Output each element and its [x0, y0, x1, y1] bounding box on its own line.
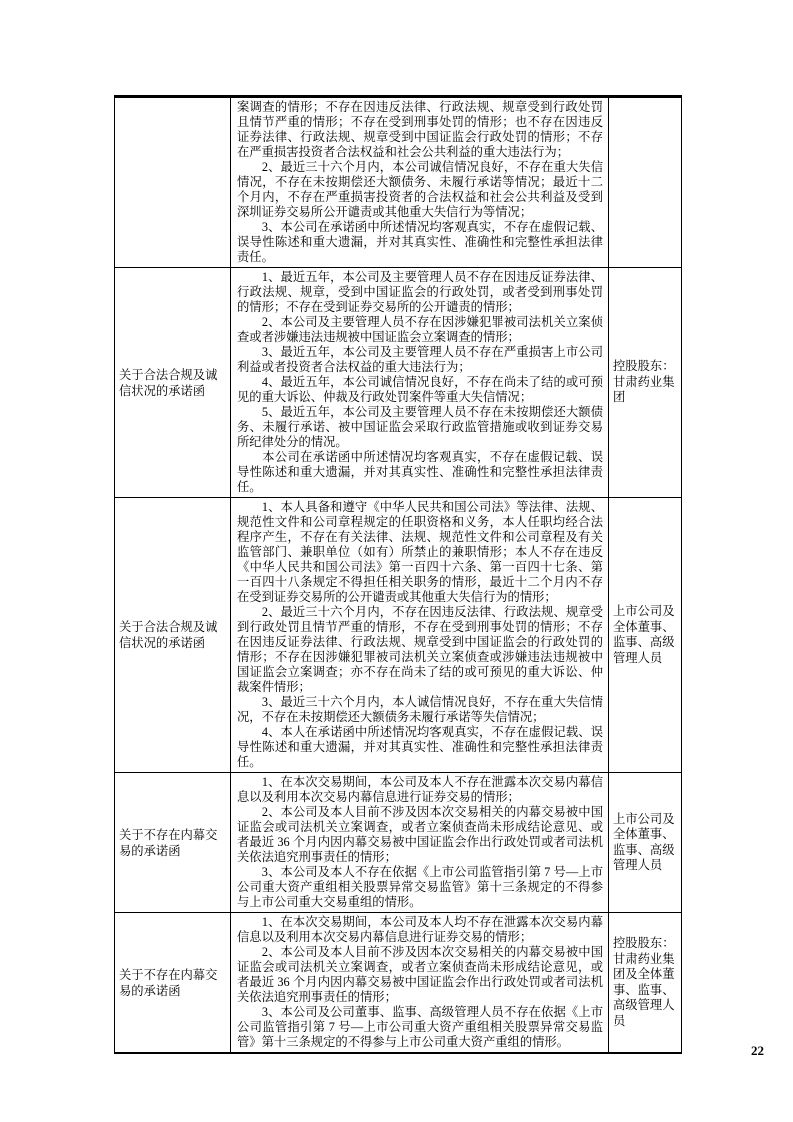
- obligor-cell: 上市公司及全体董事、监事、高级管理人员: [609, 773, 682, 913]
- commitment-text-cell: [231, 913, 609, 1054]
- obligor-cell: 控股股东：甘肃药业集团及全体董事、监事、高级管理人员: [609, 913, 682, 1054]
- commitment-text-cell: [231, 97, 609, 268]
- commitment-paragraph: 4、最近五年，本公司诚信情况良好，不存在尚未了结的或可预见的重大诉讼、仲裁及行政处罚案件等重大失信情况；: [237, 375, 603, 404]
- commitment-paragraph: 1、本人具备和遵守《中华人民共和国公司法》等法律、法规、规范性文件和公司章程规定的任职资格和义务，本人任职均经合法程序产生，不存在有关法律、法规、规范性文件和公司章程及有关监管部门、兼职单位（如有）所禁止的兼职情形；本人不存在违反《中华人民共和国公司法》第一百四十六条、第一百四十七条、第一百四十八条规定不得担任相关职务的情形，最近十二个月内不存在受到证券交易所的公开谴责或其他重大失信行为的情形；: [237, 500, 603, 604]
- commitment-paragraph: 2、最近三十六个月内，本公司诚信情况良好，不存在重大失信情况，不存在未按期偿还大额债务、未履行承诺等情况；最近十二个月内，不存在严重损害投资者的合法权益和社会公共利益及受到深圳证券交易所公开谴责或其他重大失信行为等情况；: [237, 160, 603, 219]
- table-row: [115, 97, 682, 268]
- commitment-paragraph: 1、在本次交易期间，本公司及本人不存在泄露本次交易内幕信息以及利用本次交易内幕信息进行证券交易的情形；: [237, 775, 603, 804]
- commitment-paragraph: 5、最近五年，本公司及主要管理人员不存在未按期偿还大额债务、未履行承诺、被中国证监会采取行政监管措施或收到证券交易所纪律处分的情况。: [237, 405, 603, 449]
- commitment-text-cell: [231, 268, 609, 498]
- commitment-paragraph: 2、本公司及主要管理人员不存在因涉嫌犯罪被司法机关立案侦查或者涉嫌违法违规被中国证监会立案调查的情形；: [237, 315, 603, 344]
- commitment-text-cell: [231, 773, 609, 913]
- commitment-type-cell: 关于不存在内幕交易的承诺函: [115, 913, 231, 1054]
- obligor-cell: 上市公司及全体董事、监事、高级管理人员: [609, 498, 682, 773]
- commitment-paragraph: 3、最近三十六个月内，本人诚信情况良好，不存在重大失信情况，不存在未按期偿还大额债务未履行承诺等失信情况；: [237, 695, 603, 724]
- commitment-type-cell: 关于不存在内幕交易的承诺函: [115, 773, 231, 913]
- table-row: [115, 498, 682, 773]
- commitment-paragraph: 4、本人在承诺函中所述情况均客观真实，不存在虚假记载、误导性陈述和重大遗漏，并对其真实性、准确性和完整性承担法律责任。: [237, 725, 603, 769]
- commitment-paragraph: 2、本公司及本人目前不涉及因本次交易相关的内幕交易被中国证监会或司法机关立案调查，或者立案侦查尚未形成结论意见，或者最近 36 个月内因内幕交易被中国证监会作出行政处罚或者司法机关依法追究刑事责任的情形；: [237, 945, 603, 1004]
- commitments-table: [114, 95, 682, 1054]
- page-number: 22: [751, 1043, 764, 1058]
- table-row: [115, 268, 682, 498]
- table-row: [115, 913, 682, 1054]
- commitment-type-cell: 关于合法合规及诚信状况的承诺函: [115, 268, 231, 498]
- table-row: [115, 773, 682, 913]
- obligor-cell: [609, 97, 682, 268]
- commitment-paragraph: 2、本公司及本人目前不涉及因本次交易相关的内幕交易被中国证监会或司法机关立案调查，或者立案侦查尚未形成结论意见、或者最近 36 个月内因内幕交易被中国证监会作出行政处罚或者司法机关依法追究刑事责任的情形；: [237, 805, 603, 864]
- commitment-text-cell: [231, 498, 609, 773]
- commitment-paragraph: 本公司在承诺函中所述情况均客观真实，不存在虚假记载、误导性陈述和重大遗漏，并对其真实性、准确性和完整性承担法律责任。: [237, 450, 603, 494]
- commitment-type-cell: [115, 97, 231, 268]
- obligor-cell: 控股股东：甘肃药业集团: [609, 268, 682, 498]
- commitment-paragraph: 1、最近五年，本公司及主要管理人员不存在因违反证券法律、行政法规、规章，受到中国证监会的行政处罚，或者受到刑事处罚的情形；不存在受到证券交易所的公开谴责的情形；: [237, 270, 603, 314]
- commitment-paragraph: 3、本公司及本人不存在依据《上市公司监管指引第 7 号—上市公司重大资产重组相关股票异常交易监管》第十三条规定的不得参与上市公司重大交易重组的情形。: [237, 865, 603, 909]
- commitment-paragraph: 1、在本次交易期间，本公司及本人均不存在泄露本次交易内幕信息以及利用本次交易内幕信息进行证券交易的情形；: [237, 915, 603, 944]
- commitment-type-cell: 关于合法合规及诚信状况的承诺函: [115, 498, 231, 773]
- commitment-paragraph: 3、最近五年，本公司及主要管理人员不存在严重损害上市公司利益或者投资者合法权益的重大违法行为；: [237, 345, 603, 374]
- commitment-paragraph: 3、本公司在承诺函中所述情况均客观真实，不存在虚假记载、误导性陈述和重大遗漏，并对其真实性、准确性和完整性承担法律责任。: [237, 220, 603, 264]
- commitment-paragraph: 3、本公司及公司董事、监事、高级管理人员不存在依据《上市公司监管指引第 7 号—上市公司重大资产重组相关股票异常交易监管》第十三条规定的不得参与上市公司重大资产重组的情形。: [237, 1005, 603, 1049]
- commitment-paragraph: 案调查的情形；不存在因违反法律、行政法规、规章受到行政处罚且情节严重的情形；不存在受到刑事处罚的情形；也不存在因违反证券法律、行政法规、规章受到中国证监会行政处罚的情形；不存在严重损害投资者合法权益和社会公共利益的重大违法行为；: [237, 100, 603, 159]
- commitment-paragraph: 2、最近三十六个月内，不存在因违反法律、行政法规、规章受到行政处罚且情节严重的情形，不存在受到刑事处罚的情形；不存在因违反证券法律、行政法规、规章受到中国证监会的行政处罚的情形；不存在因涉嫌犯罪被司法机关立案侦查或涉嫌违法违规被中国证监会立案调查；亦不存在尚未了结的或可预见的重大诉讼、仲裁案件情形；: [237, 605, 603, 694]
